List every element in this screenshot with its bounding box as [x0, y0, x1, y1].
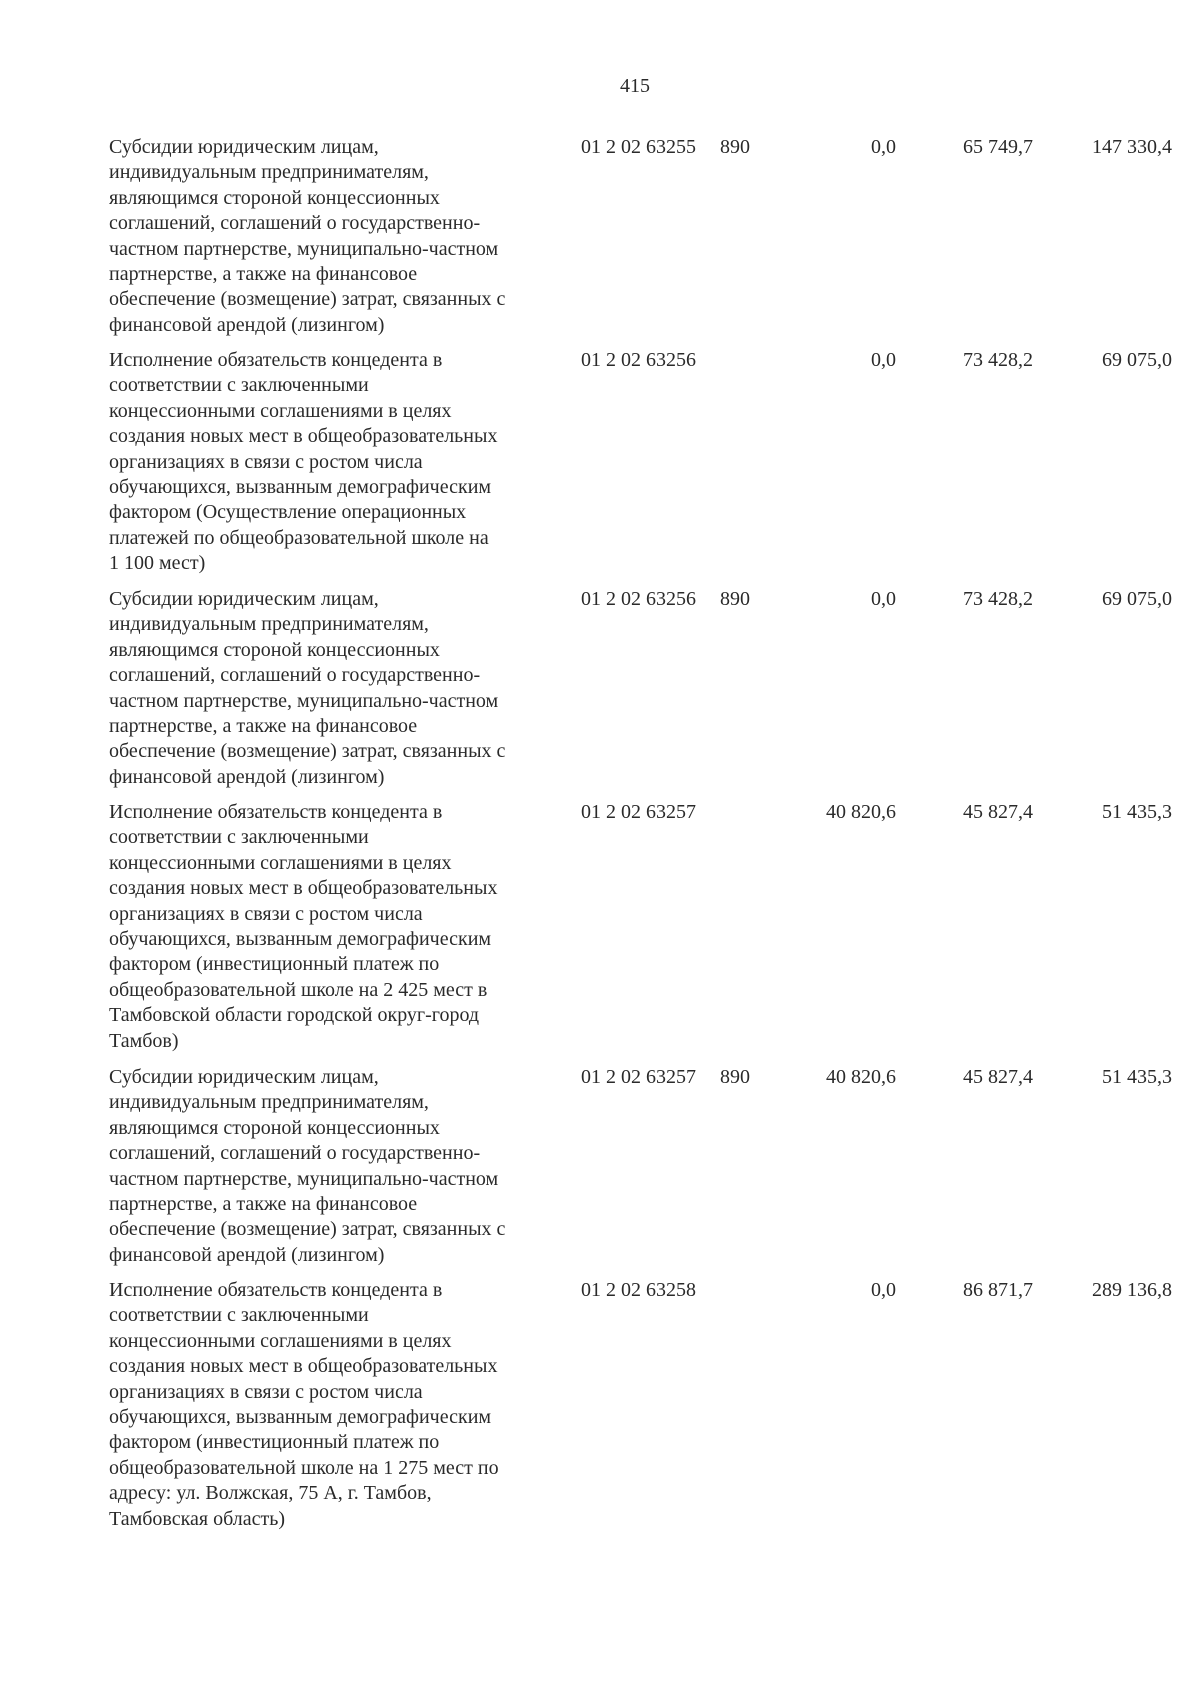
row-value-year-3: 69 075,0 [1102, 588, 1172, 610]
row-expense-type: 890 [720, 136, 750, 158]
row-value-year-2: 65 749,7 [963, 136, 1033, 158]
row-description: Субсидии юридическим лицам, индивидуальным предпринимателям, являющимся стороной концессионных соглашений, соглашений о государственно- частном партнерстве, муниципально-частном партнерстве, а также на финансовое обеспечение (возмещение) затрат, связанных с финансовой арендой (лизингом) [109, 136, 506, 336]
row-target-code: 01 2 02 63258 [581, 1279, 696, 1301]
row-value-year-3: 51 435,3 [1102, 801, 1172, 823]
row-description: Исполнение обязательств концедента в соответствии с заключенными концессионными соглашениями в целях создания новых мест в общеобразовательных организациях в связи с ростом числа обучающихся, вызванным демографическим фактором (Осуществление операционных платежей по общеобразовательной школе на 1 100 мест) [109, 349, 498, 575]
row-value-year-1: 40 820,6 [826, 1066, 896, 1088]
row-value-year-1: 40 820,6 [826, 801, 896, 823]
row-value-year-1: 0,0 [871, 349, 896, 371]
row-expense-type: 890 [720, 588, 750, 610]
row-description: Исполнение обязательств концедента в соответствии с заключенными концессионными соглашениями в целях создания новых мест в общеобразовательных организациях в связи с ростом числа обучающихся, вызванным демографическим фактором (инвестиционный платеж по общеобразовательной школе на 2 425 мест в Тамбовской области городской округ-город Тамбов) [109, 801, 498, 1052]
row-expense-type: 890 [720, 1066, 750, 1088]
row-value-year-1: 0,0 [871, 1279, 896, 1301]
row-target-code: 01 2 02 63257 [581, 801, 696, 823]
row-target-code: 01 2 02 63256 [581, 588, 696, 610]
row-value-year-3: 289 136,8 [1092, 1279, 1172, 1301]
row-value-year-3: 69 075,0 [1102, 349, 1172, 371]
row-target-code: 01 2 02 63255 [581, 136, 696, 158]
row-target-code: 01 2 02 63257 [581, 1066, 696, 1088]
row-value-year-3: 51 435,3 [1102, 1066, 1172, 1088]
row-value-year-1: 0,0 [871, 588, 896, 610]
row-description: Субсидии юридическим лицам, индивидуальным предпринимателям, являющимся стороной концессионных соглашений, соглашений о государственно- частном партнерстве, муниципально-частном партнерстве, а также на финансовое обеспечение (возмещение) затрат, связанных с финансовой арендой (лизингом) [109, 1066, 506, 1266]
row-value-year-2: 86 871,7 [963, 1279, 1033, 1301]
row-description: Субсидии юридическим лицам, индивидуальным предпринимателям, являющимся стороной концессионных соглашений, соглашений о государственно- частном партнерстве, муниципально-частном партнерстве, а также на финансовое обеспечение (возмещение) затрат, связанных с финансовой арендой (лизингом) [109, 588, 506, 788]
row-value-year-2: 45 827,4 [963, 1066, 1033, 1088]
row-value-year-1: 0,0 [871, 136, 896, 158]
row-description: Исполнение обязательств концедента в соответствии с заключенными концессионными соглашениями в целях создания новых мест в общеобразовательных организациях в связи с ростом числа обучающихся, вызванным демографическим фактором (инвестиционный платеж по общеобразовательной школе на 1 275 мест по адресу: ул. Волжская, 75 А, г. Тамбов, Тамбовская область) [109, 1279, 499, 1530]
row-value-year-3: 147 330,4 [1092, 136, 1172, 158]
row-value-year-2: 73 428,2 [963, 349, 1033, 371]
row-value-year-2: 73 428,2 [963, 588, 1033, 610]
page-number: 415 [620, 75, 650, 97]
row-value-year-2: 45 827,4 [963, 801, 1033, 823]
row-target-code: 01 2 02 63256 [581, 349, 696, 371]
